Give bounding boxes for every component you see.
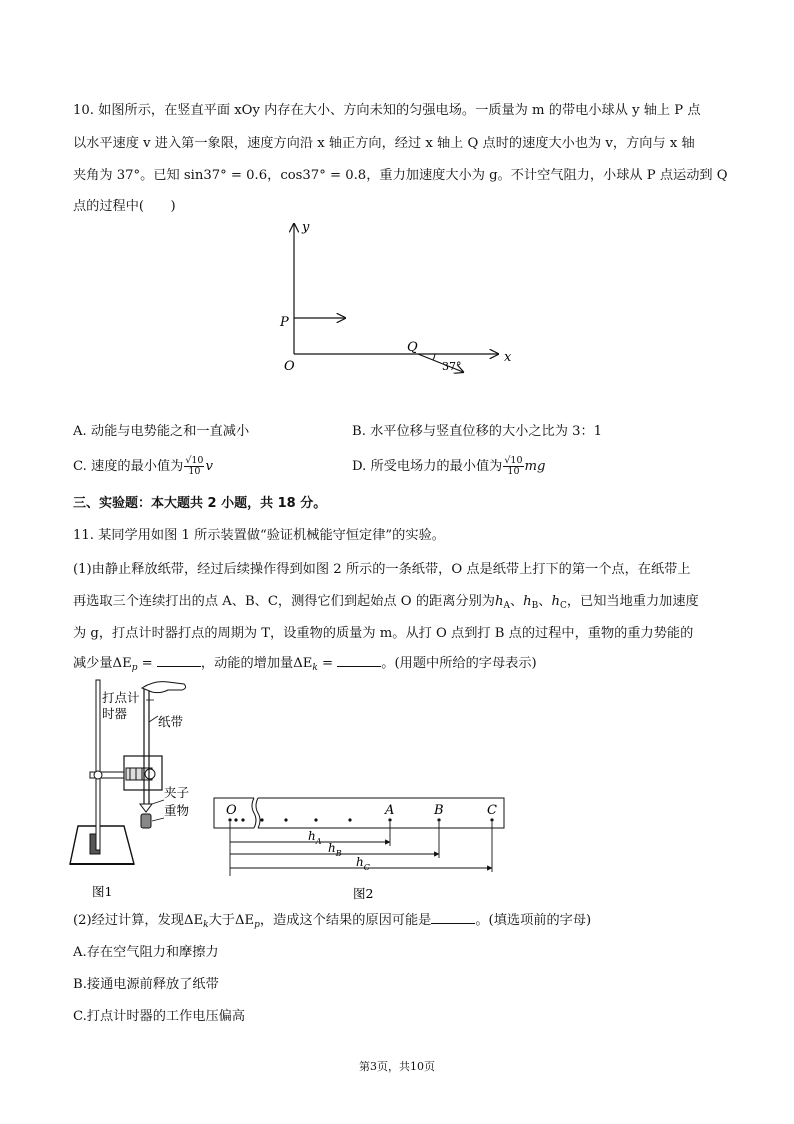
- page-footer: 第3页，共10页: [359, 1060, 435, 1073]
- q11-figure-1-apparatus: [64, 676, 214, 901]
- equals: =: [137, 656, 157, 671]
- tape-label-a: A: [385, 803, 395, 818]
- q11-p2-text-a: (2)经过计算，发现ΔE: [73, 913, 204, 928]
- q11-p2-text-c: ，造成这个结果的原因可能是: [259, 913, 432, 928]
- tape-label-b: B: [434, 803, 444, 818]
- q10-option-d-text: D. 所受电场力的最小值为: [352, 459, 503, 474]
- dim-label-hb: B: [335, 849, 342, 858]
- point-p-label: P: [280, 315, 289, 330]
- svg-text:hC: $h_C$: [356, 855, 370, 872]
- label-timer-line2: 时器: [102, 706, 128, 721]
- label-clip: 夹子: [164, 785, 190, 800]
- q10-option-b: B. 水平位移与竖直位移的大小之比为 3：1: [352, 424, 603, 439]
- answer-blank-ek[interactable]: [337, 654, 381, 667]
- q11-option-b: B.接通电源前释放了纸带: [73, 977, 219, 992]
- figure-1-caption: 图1: [92, 884, 113, 899]
- q10-option-c-text: C. 速度的最小值为: [73, 459, 184, 474]
- dim-label-hc: C: [363, 863, 370, 872]
- q10-line-3: 夹角为 37°。已知 sin37° = 0.6，cos37° = 0.8，重力加速度大小为 g。不计空气阻力，小球从 P 点运动到 Q: [73, 168, 728, 183]
- delta-ep-label: 减少量ΔE: [73, 656, 132, 671]
- q11-p1-line-4-tail: 。(用题中所给的字母表示): [381, 656, 537, 671]
- q11-option-c: C.打点计时器的工作电压偏高: [73, 1009, 246, 1024]
- fraction-numerator: √10: [185, 455, 204, 466]
- figure-2-caption: 图2: [353, 886, 374, 901]
- delta-ek-label: ，动能的增加量ΔE: [200, 656, 313, 671]
- x-axis-label: x: [504, 350, 512, 365]
- svg-text:hA: $h_A$: [308, 829, 322, 846]
- subscript-c: C: [559, 601, 567, 611]
- q10-line-2: 以水平速度 v 进入第一象限，速度方向沿 x 轴正方向，经过 x 轴上 Q 点时的速度大小也为 v，方向与 x 轴: [73, 136, 695, 151]
- q10-option-d-fraction: [503, 456, 523, 477]
- angle-label: 37°: [442, 360, 462, 373]
- q11-figure-2-tape: [210, 792, 510, 904]
- label-timer-line1: 打点计: [102, 690, 140, 705]
- q11-p2-text-b: 大于ΔE: [208, 913, 255, 928]
- fraction-denominator: 10: [507, 466, 520, 477]
- q10-option-a: A. 动能与电势能之和一直减小: [73, 424, 250, 439]
- equals: =: [317, 656, 338, 671]
- q11-p1-line-1: (1)由静止释放纸带，经过后续操作得到如图 2 所示的一条纸带，O 点是纸带上打下的第一个点，在纸带上: [73, 562, 691, 577]
- svg-text:hB: $h_B$: [328, 841, 342, 858]
- y-axis-label: y: [302, 220, 310, 235]
- q10-line-4: 点的过程中( ): [73, 199, 176, 214]
- dim-label-ha: A: [315, 837, 322, 846]
- q11-p1-line-2: 再选取三个连续打出的点 A、B、C，测得它们到起始点 O 的距离分别为$h_A$、$h_B$、$h_C$，已知当地重力加速度: [73, 594, 699, 611]
- q10-coordinate-figure: [270, 218, 530, 388]
- subscript-b: B: [531, 601, 539, 611]
- subscript-a: A: [503, 601, 510, 611]
- q11-p1-line-2-text: 再选取三个连续打出的点 A、B、C，测得它们到起始点 O 的距离分别为: [73, 594, 495, 609]
- label-weight: 重物: [164, 803, 190, 818]
- label-tape: 纸带: [158, 714, 184, 729]
- q10-option-c: [73, 456, 213, 478]
- answer-blank-ep[interactable]: [157, 654, 201, 667]
- q11-p1-line-4: 减少量$\Delta E_p$ = ，动能的增加量$\Delta E_k$ = 。(用题中所给的字母表示): [73, 656, 537, 673]
- q11-p2-text-d: 。(填选项前的字母): [475, 913, 592, 928]
- point-q-label: Q: [407, 340, 418, 355]
- q10-option-d: [352, 456, 545, 478]
- q10-line-1: 10. 如图所示，在竖直平面 xOy 内存在大小、方向未知的匀强电场。一质量为 m 的带电小球从 y 轴上 P 点: [73, 103, 701, 118]
- q11-intro: 11. 某同学用如图 1 所示装置做“验证机械能守恒定律”的实验。: [73, 528, 445, 543]
- section-heading: 三、实验题：本大题共 2 小题，共 18 分。: [73, 496, 327, 511]
- q11-p1-line-2-tail: ，已知当地重力加速度: [566, 594, 699, 609]
- answer-blank-reason[interactable]: [431, 911, 475, 924]
- q11-option-a: A.存在空气阻力和摩擦力: [73, 945, 219, 960]
- fraction-numerator: √10: [504, 455, 523, 466]
- fraction-denominator: 10: [188, 466, 201, 477]
- q10-option-d-var: mg: [524, 459, 546, 474]
- q11-p1-line-3: 为 g，打点计时器打点的周期为 T，设重物的质量为 m。从打 O 点到打 B 点的过程中，重物的重力势能的: [73, 626, 694, 641]
- tape-label-o: O: [226, 803, 237, 818]
- q10-option-c-var: v: [205, 459, 213, 474]
- origin-label: O: [284, 359, 295, 374]
- tape-label-c: C: [487, 803, 497, 818]
- q11-p2: (2)经过计算，发现$\Delta E_k$大于$\Delta E_p$，造成这个结果的原因可能是 。(填选项前的字母): [73, 913, 592, 930]
- q10-option-c-fraction: [184, 456, 204, 477]
